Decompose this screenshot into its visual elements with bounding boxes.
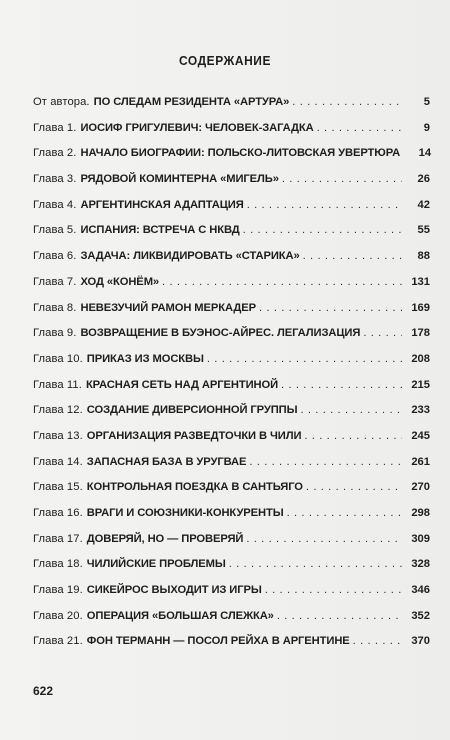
toc-leader-dots: [259, 302, 402, 314]
toc-entry-title: ДОВЕРЯЙ, НО — ПРОВЕРЯЙ: [86, 532, 244, 545]
page-folio-number: 622: [33, 684, 54, 698]
toc-entry-title: ЧИЛИЙСКИЕ ПРОБЛЕМЫ: [86, 558, 226, 571]
toc-entry-page-number: 88: [417, 250, 430, 263]
toc-entry-page-number: 309: [411, 532, 430, 545]
toc-entry-title: ФОН ТЕРМАНН — ПОСОЛ РЕЙХА В АРГЕНТИНЕ: [86, 635, 350, 648]
toc-entry-prefix: Глава 10.: [33, 352, 83, 365]
toc-entry-page-number: 328: [411, 558, 430, 571]
toc-entry-title: ИОСИФ ГРИГУЛЕВИЧ: ЧЕЛОВЕК-ЗАГАДКА: [80, 121, 314, 134]
toc-leader-dots: [246, 533, 402, 545]
toc-entry-page-number: 14: [418, 147, 432, 160]
toc-entry-title: АРГЕНТИНСКАЯ АДАПТАЦИЯ: [80, 198, 244, 211]
toc-entry-title: ВОЗВРАЩЕНИЕ В БУЭНОС-АЙРЕС. ЛЕГАЛИЗАЦИЯ: [80, 327, 361, 340]
toc-entry-title: РЯДОВОЙ КОМИНТЕРНА «МИГЕЛЬ»: [80, 173, 279, 186]
toc-entry-title: ПО СЛЕДАМ РЕЗИДЕНТА «АРТУРА»: [93, 96, 290, 108]
toc-leader-dots: [306, 481, 402, 493]
toc-entry-prefix: Глава 5.: [33, 224, 77, 237]
toc-leader-dots: [292, 96, 402, 108]
toc-leader-dots: [265, 584, 402, 596]
toc-entry-title: ОРГАНИЗАЦИЯ РАЗВЕДТОЧКИ В ЧИЛИ: [86, 429, 302, 442]
toc-entry-prefix: Глава 18.: [33, 558, 83, 571]
toc-entry-prefix: Глава 7.: [33, 275, 77, 288]
toc-entry: [33, 147, 430, 173]
toc-entry-page-number: 42: [417, 198, 430, 211]
toc-entry-prefix: Глава 14.: [33, 455, 83, 468]
toc-entry: [33, 250, 430, 276]
toc-entry-prefix: Глава 20.: [33, 609, 83, 622]
toc-entry: [33, 96, 430, 122]
toc-entry-title: НАЧАЛО БИОГРАФИИ: ПОЛЬСКО-ЛИТОВСКАЯ УВЕРТЮРА: [80, 147, 401, 160]
toc-entry-page-number: 370: [411, 635, 430, 648]
toc-entry-title: ЗАПАСНАЯ БАЗА В УРУГВАЕ: [86, 455, 247, 468]
toc-leader-dots: [162, 276, 402, 288]
toc-entry-prefix: Глава 8.: [33, 301, 77, 314]
toc-entry-page-number: 352: [411, 609, 430, 622]
toc-entry: [33, 327, 430, 353]
toc-entry: [33, 379, 430, 405]
toc-leader-dots: [317, 122, 402, 134]
toc-leader-dots: [281, 379, 402, 391]
toc-entry-page-number: 131: [411, 275, 430, 288]
toc-entry-prefix: От автора.: [33, 96, 90, 108]
toc-entry-page-number: 245: [411, 429, 430, 442]
toc-entry: [33, 430, 430, 456]
toc-entry-title: ВРАГИ И СОЮЗНИКИ-КОНКУРЕНТЫ: [86, 507, 284, 519]
toc-entry-prefix: Глава 19.: [33, 584, 83, 597]
toc-entry-page-number: 5: [423, 96, 430, 108]
toc-entry-page-number: 178: [411, 327, 430, 340]
toc-entry-prefix: Глава 15.: [33, 481, 83, 494]
toc-entry: [33, 481, 430, 507]
toc-entry-page-number: 298: [411, 507, 430, 519]
toc-entry: [33, 276, 430, 302]
toc-entry-prefix: Глава 16.: [33, 507, 83, 519]
toc-entry-prefix: Глава 17.: [33, 532, 83, 545]
toc-entry: [33, 122, 430, 148]
toc-entry: [33, 173, 430, 199]
toc-entry-page-number: 55: [417, 224, 430, 237]
toc-entry-page-number: 261: [411, 455, 430, 468]
toc-leader-dots: [287, 507, 402, 519]
toc-entry-page-number: 9: [423, 121, 430, 134]
toc-leader-dots: [363, 327, 402, 339]
toc-entry-title: СОЗДАНИЕ ДИВЕРСИОННОЙ ГРУППЫ: [86, 404, 298, 417]
toc-entry: [33, 533, 430, 559]
toc-entry: [33, 507, 430, 533]
toc-entry-page-number: 215: [411, 378, 430, 391]
toc-entry-title: КОНТРОЛЬНАЯ ПОЕЗДКА В САНТЬЯГО: [86, 481, 303, 494]
toc-entry: [33, 635, 430, 661]
toc-entry: [33, 199, 430, 225]
toc-entry-title: ХОД «КОНЁМ»: [80, 275, 160, 288]
toc-leader-dots: [229, 558, 402, 570]
toc-entry-prefix: Глава 12.: [33, 404, 83, 417]
toc-entry-page-number: 208: [411, 352, 430, 365]
toc-entry: [33, 404, 430, 430]
toc-entry-prefix: Глава 11.: [33, 378, 82, 391]
toc-entry-page-number: 26: [417, 173, 430, 186]
toc-entry-prefix: Глава 9.: [33, 327, 77, 340]
toc-leader-dots: [207, 353, 402, 365]
toc-entry-prefix: Глава 1.: [33, 121, 77, 134]
table-of-contents: [33, 96, 430, 661]
toc-leader-dots: [282, 173, 402, 185]
toc-leader-dots: [303, 250, 402, 262]
toc-leader-dots: [247, 199, 402, 211]
toc-entry-prefix: Глава 3.: [33, 173, 77, 186]
toc-entry: [33, 558, 430, 584]
toc-entry-page-number: 233: [411, 404, 430, 417]
toc-entry: [33, 584, 430, 610]
toc-entry-title: ОПЕРАЦИЯ «БОЛЬШАЯ СЛЕЖКА»: [86, 609, 274, 622]
toc-entry-prefix: Глава 6.: [33, 250, 77, 263]
toc-entry-prefix: Глава 2.: [33, 147, 77, 160]
toc-leader-dots: [353, 635, 402, 647]
toc-entry-prefix: Глава 21.: [33, 635, 83, 648]
toc-entry-page-number: 169: [411, 301, 430, 314]
toc-entry: [33, 610, 430, 636]
toc-entry-title: КРАСНАЯ СЕТЬ НАД АРГЕНТИНОЙ: [85, 378, 279, 391]
toc-leader-dots: [249, 456, 402, 468]
toc-leader-dots: [300, 404, 402, 416]
toc-heading: СОДЕРЖАНИЕ: [179, 53, 271, 68]
toc-entry: [33, 302, 430, 328]
toc-entry-page-number: 346: [411, 584, 430, 597]
toc-entry-title: ПРИКАЗ ИЗ МОСКВЫ: [86, 352, 204, 365]
toc-leader-dots: [304, 430, 402, 442]
toc-entry: [33, 353, 430, 379]
toc-entry-title: НЕВЕЗУЧИЙ РАМОН МЕРКАДЕР: [80, 301, 256, 314]
toc-entry-page-number: 270: [411, 481, 430, 494]
toc-entry-title: СИКЕЙРОС ВЫХОДИТ ИЗ ИГРЫ: [86, 584, 262, 597]
toc-leader-dots: [243, 224, 402, 236]
toc-leader-dots: [277, 610, 402, 622]
toc-entry-title: ИСПАНИЯ: ВСТРЕЧА С НКВД: [80, 224, 240, 237]
toc-entry: [33, 224, 430, 250]
toc-entry: [33, 456, 430, 482]
toc-entry-title: ЗАДАЧА: ЛИКВИДИРОВАТЬ «СТАРИКА»: [80, 250, 300, 263]
toc-entry-prefix: Глава 13.: [33, 429, 83, 442]
toc-entry-prefix: Глава 4.: [33, 198, 77, 211]
